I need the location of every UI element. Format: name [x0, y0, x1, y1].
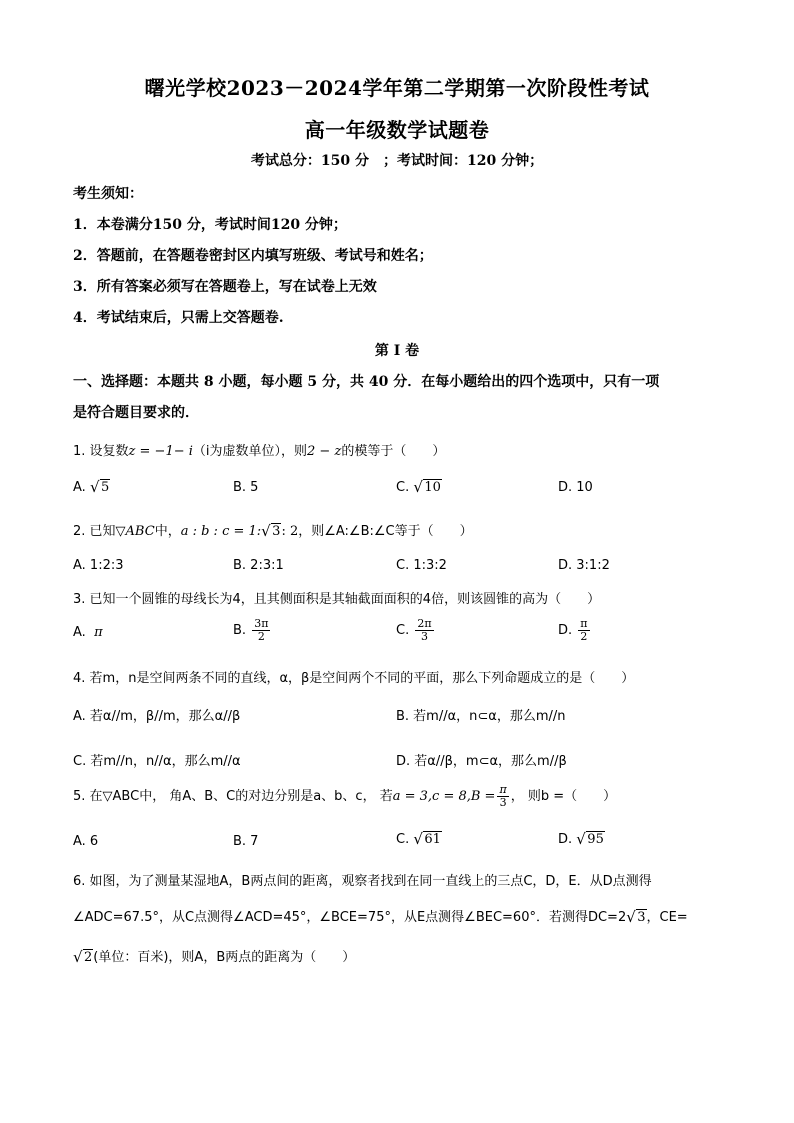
q1-stem-text: （i为虚数单位），则: [192, 444, 308, 459]
option-label: C.: [396, 623, 410, 638]
q6-text: ∠ADC=67.5°，从C点测得∠ACD=45°，∠BCE=75°，从E点测得∠BEC=60°．若测得DC=2: [73, 910, 627, 925]
q1-option-d[interactable]: D. 10: [558, 480, 593, 495]
question-6-line2: [73, 906, 688, 925]
section-heading-line1: 一、选择题：本题共 8 小题，每小题 5 分，共 40 分．在每小题给出的四个选项中，只有一项: [73, 374, 660, 390]
denominator: 2: [257, 630, 265, 643]
radicand: 2: [84, 950, 93, 965]
sqrt-symbol: [626, 910, 646, 925]
q2-option-d[interactable]: D. 3:1:2: [558, 558, 610, 573]
q4-option-b[interactable]: B. 若m//α，n⊂α，那么m//n: [396, 709, 566, 724]
q3-option-b[interactable]: [233, 618, 272, 643]
sqrt-symbol: [576, 832, 605, 847]
question-1-stem: [73, 440, 445, 459]
q2-option-c[interactable]: C. 1:3:2: [396, 558, 447, 573]
sqrt-symbol: [413, 832, 442, 847]
notice-item: 4．考试结束后，只需上交答题卷.: [73, 310, 284, 326]
exam-info: 考试总分：150 分 ；考试时间：120 分钟；: [250, 153, 544, 169]
notice-item: 3．所有答案必须写在答题卷上，写在试卷上无效: [73, 279, 377, 295]
q5-stem-text: ， 则b =（ ）: [510, 789, 617, 804]
option-label: D.: [558, 623, 573, 638]
denominator: 3: [420, 630, 428, 643]
radicand: 3: [637, 910, 646, 925]
q4-option-c[interactable]: C. 若m//n，n//α，那么m//α: [73, 754, 241, 769]
option-label: D.: [558, 832, 573, 847]
option-label: B.: [233, 623, 247, 638]
fraction: [252, 618, 270, 643]
q4-option-d[interactable]: D. 若α//β，m⊂α，那么m//β: [396, 754, 567, 769]
question-6-line1: 6. 如图，为了测量某湿地A，B两点间的距离，观察者找到在同一直线上的三点C，D，E．从D点测得: [73, 874, 652, 889]
fraction: [415, 618, 433, 643]
radicand: 95: [587, 832, 604, 847]
q1-stem-text: 1. 设复数: [73, 444, 129, 459]
q2-triangle: ▽ABC: [115, 524, 155, 539]
option-label: A.: [73, 625, 86, 640]
q3-option-c[interactable]: [396, 618, 436, 643]
section-label: 第 I 卷: [374, 343, 420, 359]
q1-option-b[interactable]: B. 5: [233, 480, 259, 495]
q5-option-c[interactable]: [396, 832, 442, 847]
numerator: π: [580, 617, 588, 630]
q2-ratio-tail: : 2: [281, 524, 299, 539]
q1-stem-text: 的模等于（ ）: [341, 444, 446, 459]
q6-text: ，CE=: [646, 910, 688, 925]
sqrt-symbol: [413, 480, 442, 495]
q2-option-b[interactable]: B. 2:3:1: [233, 558, 284, 573]
denominator: 2: [580, 630, 588, 643]
exam-title: 曙光学校2023－2024学年第二学期第一次阶段性考试: [144, 76, 650, 100]
q2-angles: ，则∠A:∠B:∠C: [298, 524, 395, 539]
q2-option-a[interactable]: A. 1:2:3: [73, 558, 124, 573]
q6-text: (单位：百米)，则A，B两点的距离为（ ）: [93, 950, 356, 965]
q1-option-a[interactable]: [73, 480, 110, 495]
q5-option-a[interactable]: A. 6: [73, 834, 99, 849]
q5-stem-text: 5. 在▽ABC中， 角A、B、C的对边分别是a、b、c， 若: [73, 789, 393, 804]
q1-option-c[interactable]: [396, 480, 442, 495]
q2-ratio: a : b : c = 1:: [180, 524, 262, 539]
q3-option-a[interactable]: [73, 625, 103, 640]
notice-item: 2．答题前，在答题卷密封区内填写班级、考试号和姓名；: [73, 248, 433, 264]
question-6-line3: [73, 946, 355, 965]
q2-stem-text: 中，: [154, 524, 181, 539]
option-label: C.: [396, 832, 410, 847]
question-5-stem: [73, 784, 616, 809]
q1-math-expr: 2 − z: [307, 444, 342, 459]
option-label: C.: [396, 480, 410, 495]
radicand: 61: [424, 832, 441, 847]
notice-heading: 考生须知：: [73, 186, 143, 202]
denominator: 3: [499, 796, 507, 809]
q4-option-a[interactable]: A. 若α//m，β//m，那么α//β: [73, 709, 241, 724]
radicand: 10: [424, 480, 441, 495]
pi-value: π: [94, 625, 103, 640]
radicand: 5: [100, 480, 110, 495]
q5-option-b[interactable]: B. 7: [233, 834, 259, 849]
fraction: [497, 784, 508, 809]
fraction: [578, 618, 589, 643]
notice-item: 1．本卷满分150 分，考试时间120 分钟；: [73, 217, 347, 233]
q1-math-z: z = −1− i: [128, 444, 193, 459]
q2-stem-text: 2. 已知: [73, 524, 116, 539]
question-2-stem: [73, 520, 473, 539]
exam-subtitle: 高一年级数学试题卷: [304, 118, 490, 142]
sqrt-symbol: [261, 524, 281, 539]
q2-stem-text: 等于（ ）: [394, 524, 473, 539]
question-3-stem: 3. 已知一个圆锥的母线长为4，且其侧面积是其轴截面面积的4倍，则该圆锥的高为（ ）: [73, 592, 601, 607]
option-label: A.: [73, 480, 86, 495]
q5-option-d[interactable]: [558, 832, 605, 847]
q3-option-d[interactable]: [558, 618, 592, 643]
q5-math: a = 3,c = 8,B =: [392, 789, 496, 804]
sqrt-symbol: [90, 480, 110, 495]
numerator: π: [499, 783, 507, 796]
radicand: 3: [272, 524, 281, 539]
numerator: 2π: [417, 617, 432, 630]
section-heading-line2: 是符合题目要求的．: [73, 405, 199, 421]
question-4-stem: 4. 若m，n是空间两条不同的直线，α，β是空间两个不同的平面，那么下列命题成立的是（ ）: [73, 671, 635, 686]
sqrt-symbol: [73, 950, 93, 965]
numerator: 3π: [254, 617, 269, 630]
